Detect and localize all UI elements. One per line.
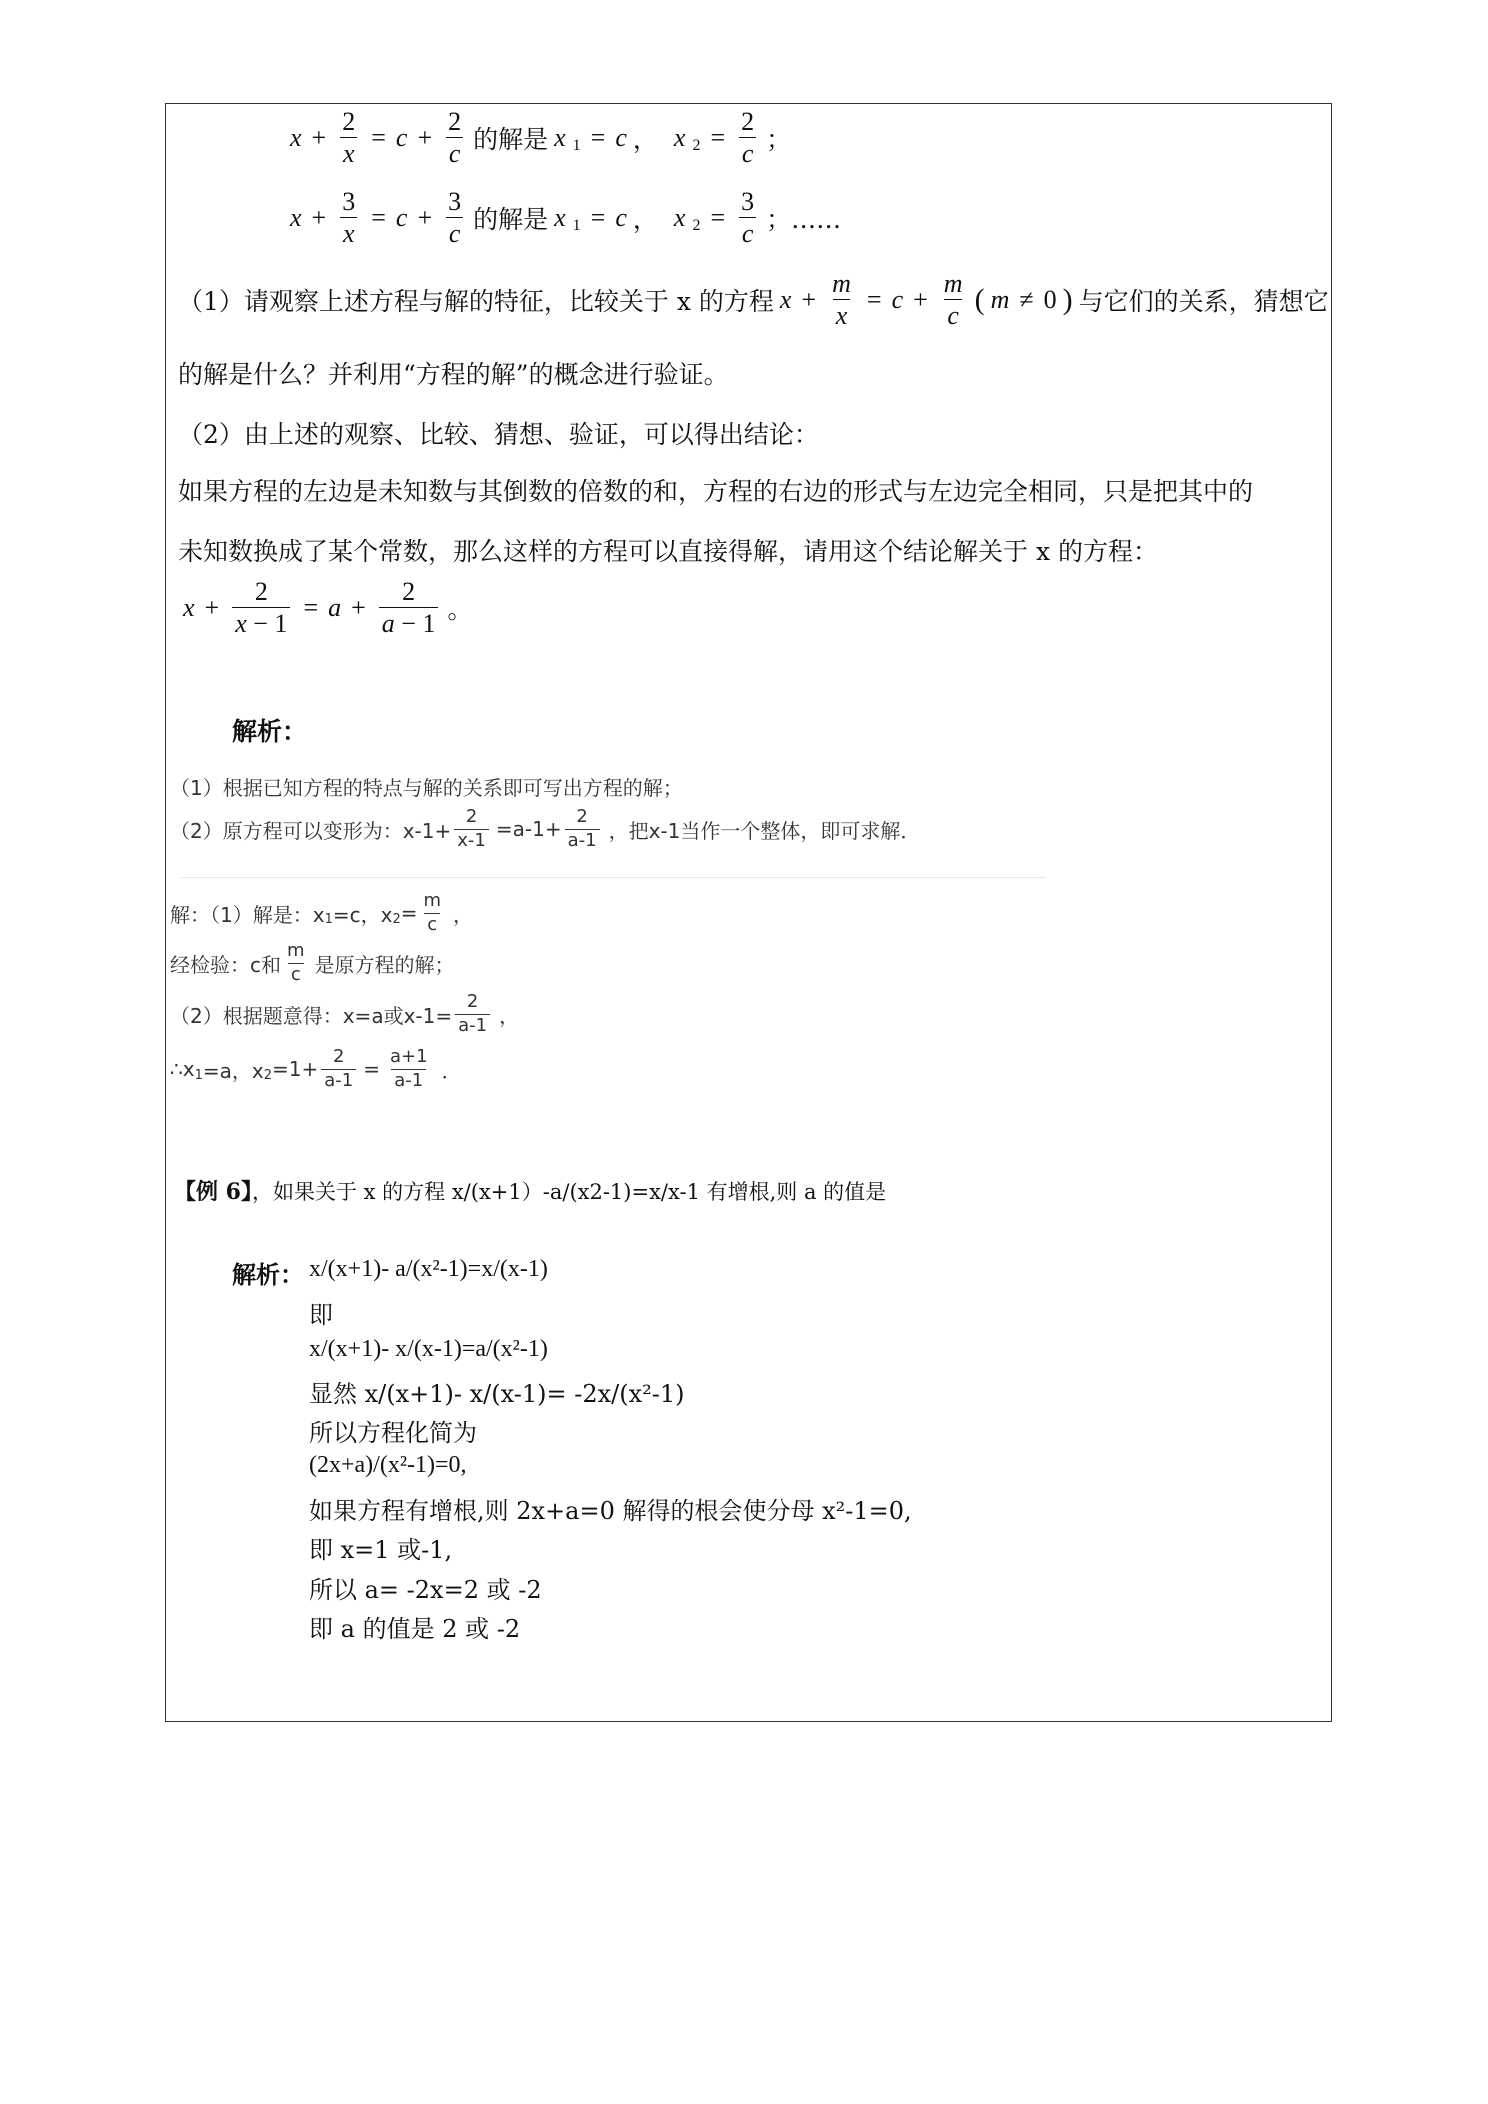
pattern-2-suffix: 的解是 bbox=[473, 124, 549, 154]
solution-line-3-b: ， bbox=[499, 1003, 520, 1028]
solution-line-1: 解：（1）解是：x 1 =c，x 2 = $\frac{m}{c}$ ， bbox=[170, 890, 474, 935]
solution-line-3: （2）根据题意得：x=a或x-1= $\frac{2}{a-1}$ ， bbox=[170, 991, 520, 1036]
solution-line-1-d: ， bbox=[453, 902, 474, 927]
example-6-text: ，如果关于 x 的方程 x/(x+1）-a/(x2-1)=x/x-1 有增根,则 a 的值是 bbox=[251, 1180, 887, 1204]
solution-line-4-e: ． bbox=[441, 1058, 462, 1083]
solution-line-2-b: 是原方程的解； bbox=[314, 952, 455, 977]
solution-line-4-a: ∴x bbox=[170, 1057, 195, 1082]
question-2-line-2: 如果方程的左边是未知数与其倒数的倍数的和，方程的右边的形式与左边完全相同，只是把其中的 bbox=[178, 477, 1254, 506]
question-2-eq-tail: 。 bbox=[447, 594, 473, 624]
analysis-2-line-5: 所以方程化简为 bbox=[309, 1419, 477, 1447]
question-1-suffix: 与它们的关系，猜想它 bbox=[1078, 286, 1329, 316]
question-2-equation: x + $\frac{2}{x - 1}$ = a + $\frac{2}{a - 1}$ 。 bbox=[183, 577, 473, 639]
pattern-2-sep: ， bbox=[632, 124, 658, 154]
analysis-1-point-1: （1）根据已知方程的特点与解的关系即可写出方程的解； bbox=[170, 776, 683, 800]
question-1-prefix: （1）请观察上述方程与解的特征，比较关于 x 的方程 bbox=[178, 286, 774, 316]
analysis-1-point-2: （2）原方程可以变形为：x-1+ $\frac{2}{x-1}$ =a-1+ $\frac{2}{a-1}$ ，把x-1当作一个整体，即可求解． bbox=[170, 806, 921, 851]
question-1-line-1: （1）请观察上述方程与解的特征，比较关于 x 的方程 x + $\frac{m}{x}$ = c + $\frac{m}{c}$ ( m ≠ 0 ) 与它们的关系，猜想它 bbox=[178, 269, 1329, 331]
example-6 bbox=[174, 1175, 886, 1206]
analysis-2-line-6: (2x+a)/(x²-1)=0, bbox=[309, 1452, 467, 1478]
solution-line-1-a: 解：（1）解是：x bbox=[170, 902, 325, 927]
analysis-divider bbox=[180, 877, 1046, 878]
solution-line-2: 经检验：c和 $\frac{m}{c}$ 是原方程的解； bbox=[170, 940, 455, 985]
analysis-1-heading: 解析： bbox=[232, 717, 308, 746]
analysis-2-line-3: x/(x+1)- x/(x-1)=a/(x²-1) bbox=[309, 1336, 548, 1362]
solution-line-3-a: （2）根据题意得：x=a或x-1= bbox=[170, 1003, 453, 1028]
analysis-2-line-9: 所以 a= -2x=2 或 -2 bbox=[309, 1576, 542, 1604]
solution-line-2-a: 经检验：c和 bbox=[170, 952, 281, 977]
pattern-equation-2: x + $\frac{2}{x}$ = c + $\frac{2}{c}$ 的解是 x 1 = c ， x 2 = $\frac{2}{c}$ ； bbox=[290, 107, 792, 169]
solution-line-4-d: = bbox=[363, 1057, 380, 1082]
analysis-2-line-2: 即 bbox=[309, 1301, 333, 1329]
question-2-line-1: （2）由上述的观察、比较、猜想、验证，可以得出结论： bbox=[178, 420, 819, 449]
pattern-3-tail: ；…… bbox=[766, 204, 842, 234]
solution-line-4-c: =1+ bbox=[271, 1057, 319, 1082]
example-6-label: 【例 6】 bbox=[174, 1179, 252, 1205]
analysis-2-line-10: 即 a 的值是 2 或 -2 bbox=[309, 1615, 521, 1643]
analysis-2-line-8: 即 x=1 或-1, bbox=[309, 1536, 453, 1564]
question-2-line-3: 未知数换成了某个常数，那么这样的方程可以直接得解，请用这个结论解关于 x 的方程： bbox=[178, 537, 1158, 566]
solution-line-1-b: =c，x bbox=[332, 902, 393, 927]
pattern-equation-3: x + $\frac{3}{x}$ = c + $\frac{3}{c}$ 的解是 x 1 = c ， x 2 = $\frac{3}{c}$ ；…… bbox=[290, 187, 842, 249]
solution-line-4-b: =a，x bbox=[202, 1058, 264, 1083]
solution-line-1-c: = bbox=[400, 901, 418, 926]
analysis-2-line-7: 如果方程有增根,则 2x+a=0 解得的根会使分母 x²-1=0, bbox=[309, 1497, 912, 1525]
analysis-2-line-4: 显然 x/(x+1)- x/(x-1)= -2x/(x²-1) bbox=[309, 1380, 685, 1408]
pattern-3-sep: ， bbox=[632, 204, 658, 234]
analysis-1-point-2-b: =a-1+ bbox=[495, 817, 562, 842]
pattern-2-tail: ； bbox=[766, 124, 792, 154]
analysis-2-line-1: x/(x+1)- a/(x²-1)=x/(x-1) bbox=[309, 1256, 548, 1282]
solution-line-4: ∴x 1 =a，x 2 =1+ $\frac{2}{a-1}$ = $\frac{a+1}{a-1}$ ． bbox=[170, 1046, 462, 1091]
analysis-2-heading: 解析： bbox=[232, 1260, 304, 1289]
question-1-line-2: 的解是什么？并利用“方程的解”的概念进行验证。 bbox=[178, 360, 729, 389]
analysis-1-point-2-c: ，把x-1当作一个整体，即可求解． bbox=[608, 818, 921, 843]
analysis-1-point-2-a: （2）原方程可以变形为：x-1+ bbox=[170, 818, 452, 843]
pattern-3-suffix: 的解是 bbox=[473, 204, 549, 234]
